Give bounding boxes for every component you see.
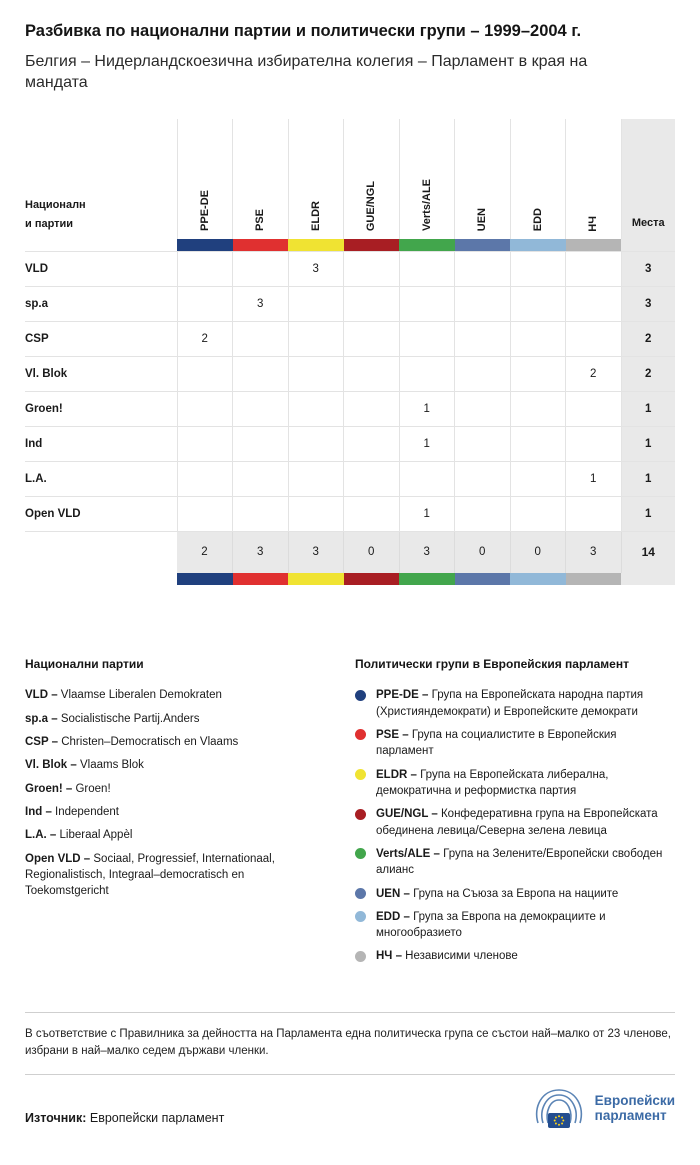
legend-group-item: UEN – Група на Съюза за Европа на нациите bbox=[355, 886, 675, 902]
table-header-row bbox=[25, 119, 675, 239]
group-total: 0 bbox=[455, 531, 511, 573]
column-header-4: Verts/ALE bbox=[420, 179, 433, 232]
legend-group-abbr: UEN – bbox=[376, 887, 414, 900]
seat-count-cell bbox=[455, 286, 511, 321]
seat-count-cell bbox=[344, 391, 400, 426]
seat-count-cell bbox=[510, 391, 566, 426]
column-header-3: GUE/NGL bbox=[365, 181, 378, 232]
legend-group-abbr: ELDR – bbox=[376, 768, 421, 781]
party-name: L.A. bbox=[25, 461, 177, 496]
eu-parliament-logo-text bbox=[595, 1093, 675, 1124]
seat-count-cell bbox=[177, 251, 233, 286]
legend-party-abbr: Open VLD – bbox=[25, 852, 94, 865]
seats-table bbox=[25, 119, 675, 585]
seat-count-cell bbox=[455, 496, 511, 531]
party-row bbox=[25, 286, 675, 321]
group-color-bar bbox=[510, 239, 566, 251]
party-row bbox=[25, 496, 675, 531]
group-color-bar bbox=[233, 239, 289, 251]
legend-parties-list bbox=[25, 687, 329, 899]
legend-group-item: ELDR – Група на Европейската либерална, демократична и реформистка партия bbox=[355, 767, 675, 800]
legend-party-item: Groen! – Groen! bbox=[25, 782, 111, 795]
legend-group-item: Verts/ALE – Група на Зелените/Европейски свободен алианс bbox=[355, 846, 675, 879]
party-row bbox=[25, 251, 675, 286]
group-color-dot bbox=[355, 769, 366, 780]
legend-party-abbr: CSP – bbox=[25, 735, 62, 748]
group-color-bar bbox=[344, 239, 400, 251]
legend-group-abbr: GUE/NGL – bbox=[376, 808, 441, 821]
legend-group-abbr: PPE-DE – bbox=[376, 689, 432, 702]
legend-party-item: CSP – Christen–Democratisch en Vlaams bbox=[25, 735, 239, 748]
seat-count-cell bbox=[177, 286, 233, 321]
column-header-6: EDD bbox=[531, 207, 544, 232]
seat-count-cell bbox=[510, 356, 566, 391]
seat-count-cell bbox=[566, 251, 622, 286]
seat-count-cell bbox=[455, 321, 511, 356]
seat-count-cell bbox=[510, 251, 566, 286]
seat-count-cell bbox=[399, 286, 455, 321]
group-total: 0 bbox=[510, 531, 566, 573]
seats-column-header: Места bbox=[631, 217, 665, 230]
legend-party-item: L.A. – Liberaal Appèl bbox=[25, 829, 133, 842]
legend-group-abbr: Verts/ALE – bbox=[376, 847, 444, 860]
total-seats: 14 bbox=[621, 531, 675, 573]
party-row bbox=[25, 391, 675, 426]
seat-count-cell bbox=[510, 321, 566, 356]
group-color-bar-row bbox=[25, 239, 675, 251]
seat-count-cell bbox=[344, 461, 400, 496]
legend-group-item: PSE – Група на социалистите в Европейския парламент bbox=[355, 727, 675, 760]
legend-party-abbr: sp.a – bbox=[25, 712, 61, 725]
group-total: 3 bbox=[399, 531, 455, 573]
group-color-bar bbox=[566, 239, 622, 251]
legend-parties-heading: Национални партии bbox=[25, 657, 144, 672]
group-color-dot bbox=[355, 729, 366, 740]
seat-count-cell bbox=[455, 251, 511, 286]
legend-groups-list bbox=[355, 687, 675, 965]
seat-count-cell bbox=[455, 391, 511, 426]
party-total-seats: 1 bbox=[621, 496, 675, 531]
group-color-dot bbox=[355, 911, 366, 922]
legend-party-abbr: Ind – bbox=[25, 805, 56, 818]
party-name: CSP bbox=[25, 321, 177, 356]
column-header-5: UEN bbox=[476, 207, 489, 232]
seat-count-cell bbox=[344, 496, 400, 531]
group-color-dot bbox=[355, 809, 366, 820]
seat-count-cell bbox=[566, 286, 622, 321]
source-label: Източник: bbox=[25, 1111, 87, 1126]
seat-count-cell bbox=[233, 496, 289, 531]
legend-party-abbr: Groen! – bbox=[25, 782, 76, 795]
legend-party-item: VLD – Vlaamse Liberalen Demokraten bbox=[25, 689, 222, 702]
source-text bbox=[25, 1111, 224, 1131]
legend-group-item: GUE/NGL – Конфедеративна група на Европейската обединена левица/Северна зелена левица bbox=[355, 806, 675, 839]
seat-count-cell bbox=[399, 321, 455, 356]
seat-count-cell bbox=[177, 356, 233, 391]
legend-party-abbr: L.A. – bbox=[25, 829, 60, 842]
seat-count-cell: 2 bbox=[566, 356, 622, 391]
party-name: Open VLD bbox=[25, 496, 177, 531]
group-color-bar bbox=[177, 239, 233, 251]
party-row bbox=[25, 461, 675, 496]
seat-count-cell bbox=[510, 496, 566, 531]
party-total-seats: 3 bbox=[621, 251, 675, 286]
legend-group-item: PPE-DE – Група на Европейската народна партия (Християндемократи) и Европейските демократи bbox=[355, 687, 675, 720]
legend-party-abbr: Vl. Blok – bbox=[25, 759, 80, 772]
group-total: 3 bbox=[288, 531, 344, 573]
legend bbox=[25, 657, 675, 972]
seat-count-cell bbox=[344, 321, 400, 356]
seat-count-cell bbox=[399, 461, 455, 496]
group-color-bar bbox=[510, 573, 566, 585]
eu-flag bbox=[548, 1113, 570, 1128]
seat-count-cell bbox=[399, 251, 455, 286]
party-name: Ind bbox=[25, 426, 177, 461]
group-total: 0 bbox=[344, 531, 400, 573]
eu-parliament-logo bbox=[532, 1085, 675, 1131]
seat-count-cell bbox=[288, 426, 344, 461]
seat-count-cell bbox=[344, 426, 400, 461]
legend-group-item: EDD – Група за Европа на демокрациите и многообразието bbox=[355, 909, 675, 942]
seat-count-cell bbox=[510, 426, 566, 461]
column-header-1: PSE bbox=[254, 209, 267, 232]
group-color-bar bbox=[288, 573, 344, 585]
party-total-seats: 1 bbox=[621, 391, 675, 426]
seat-count-cell bbox=[288, 496, 344, 531]
column-header-0: PPE-DE bbox=[198, 190, 211, 232]
party-row bbox=[25, 321, 675, 356]
seat-count-cell bbox=[177, 391, 233, 426]
seat-count-cell bbox=[455, 426, 511, 461]
legend-groups-heading: Политически групи в Европейския парламент bbox=[355, 657, 629, 672]
column-header-2: ELDR bbox=[309, 201, 322, 232]
group-color-bar bbox=[233, 573, 289, 585]
seat-count-cell bbox=[566, 391, 622, 426]
group-color-bar bbox=[344, 573, 400, 585]
legend-group-abbr: PSE – bbox=[376, 728, 412, 741]
seat-count-cell bbox=[288, 286, 344, 321]
party-total-seats: 3 bbox=[621, 286, 675, 321]
legend-groups bbox=[355, 657, 675, 972]
seat-count-cell bbox=[510, 461, 566, 496]
group-color-bar bbox=[455, 573, 511, 585]
eu-parliament-logo-icon bbox=[532, 1085, 586, 1131]
seat-count-cell: 3 bbox=[288, 251, 344, 286]
party-total-seats: 2 bbox=[621, 321, 675, 356]
legend-party-item: Open VLD – Sociaal, Progressief, Internationaal, Regionalistisch, Integraal–democratisch en Toekomstgericht bbox=[25, 852, 275, 898]
legend-group-abbr: НЧ – bbox=[376, 950, 406, 963]
group-color-bar bbox=[288, 239, 344, 251]
seat-count-cell bbox=[288, 461, 344, 496]
seat-count-cell bbox=[233, 461, 289, 496]
seat-count-cell bbox=[344, 356, 400, 391]
group-color-dot bbox=[355, 848, 366, 859]
legend-party-item: Vl. Blok – Vlaams Blok bbox=[25, 759, 144, 772]
seat-count-cell bbox=[233, 426, 289, 461]
seat-count-cell bbox=[177, 496, 233, 531]
legend-parties bbox=[25, 657, 355, 972]
party-name: Vl. Blok bbox=[25, 356, 177, 391]
party-name: sp.a bbox=[25, 286, 177, 321]
seat-count-cell bbox=[233, 321, 289, 356]
seat-count-cell bbox=[233, 251, 289, 286]
seat-count-cell bbox=[177, 426, 233, 461]
group-color-bar-row bbox=[25, 573, 675, 585]
party-total-seats: 2 bbox=[621, 356, 675, 391]
legend-party-item: sp.a – Socialistische Partij.Anders bbox=[25, 712, 200, 725]
legend-group-abbr: EDD – bbox=[376, 910, 414, 923]
seat-count-cell bbox=[288, 321, 344, 356]
seat-count-cell bbox=[233, 356, 289, 391]
seat-count-cell: 1 bbox=[399, 496, 455, 531]
totals-row bbox=[25, 531, 675, 573]
party-row bbox=[25, 426, 675, 461]
group-color-bar bbox=[399, 239, 455, 251]
party-total-seats: 1 bbox=[621, 461, 675, 496]
row-header-label: Национални партии bbox=[25, 198, 86, 231]
seat-count-cell bbox=[566, 321, 622, 356]
legend-party-abbr: VLD – bbox=[25, 689, 61, 702]
source-row bbox=[25, 1075, 675, 1151]
page-subtitle: Белгия – Нидерландскоезична избирателна колегия – Парламент в края на мандата bbox=[25, 53, 588, 92]
seat-count-cell bbox=[566, 496, 622, 531]
seat-count-cell: 1 bbox=[566, 461, 622, 496]
group-color-dot bbox=[355, 888, 366, 899]
seat-count-cell bbox=[399, 356, 455, 391]
party-name: VLD bbox=[25, 251, 177, 286]
legend-group-item: НЧ – Независими членове bbox=[355, 948, 675, 964]
logo-text-line1: Европейски bbox=[594, 1092, 675, 1108]
group-total: 3 bbox=[566, 531, 622, 573]
seat-count-cell bbox=[344, 251, 400, 286]
seat-count-cell bbox=[566, 426, 622, 461]
seat-count-cell bbox=[177, 461, 233, 496]
seat-count-cell bbox=[510, 286, 566, 321]
seat-count-cell: 2 bbox=[177, 321, 233, 356]
legend-party-item: Ind – Independent bbox=[25, 805, 119, 818]
group-total: 2 bbox=[177, 531, 233, 573]
group-color-dot bbox=[355, 951, 366, 962]
column-header-7: НЧ bbox=[587, 215, 600, 232]
source-value: Европейски парламент bbox=[89, 1111, 225, 1126]
page-title: Разбивка по национални партии и политически групи – 1999–2004 г. bbox=[25, 22, 582, 40]
seat-count-cell: 1 bbox=[399, 426, 455, 461]
group-color-bar bbox=[177, 573, 233, 585]
seat-count-cell bbox=[288, 391, 344, 426]
group-color-bar bbox=[455, 239, 511, 251]
logo-text-line2: парламент bbox=[594, 1108, 667, 1124]
party-name: Groen! bbox=[25, 391, 177, 426]
group-color-dot bbox=[355, 690, 366, 701]
seat-count-cell bbox=[455, 461, 511, 496]
seat-count-cell bbox=[233, 391, 289, 426]
seat-count-cell bbox=[344, 286, 400, 321]
seat-count-cell: 3 bbox=[233, 286, 289, 321]
group-color-bar bbox=[566, 573, 622, 585]
party-total-seats: 1 bbox=[621, 426, 675, 461]
seat-count-cell bbox=[455, 356, 511, 391]
party-row bbox=[25, 356, 675, 391]
group-color-bar bbox=[399, 573, 455, 585]
group-total: 3 bbox=[233, 531, 289, 573]
seat-count-cell: 1 bbox=[399, 391, 455, 426]
footnote: В съответствие с Правилника за дейността на Парламента една политическа група се състои най–малко от 23 членове, избрани в най–малко седем държави членки. bbox=[25, 1027, 671, 1058]
seat-count-cell bbox=[288, 356, 344, 391]
